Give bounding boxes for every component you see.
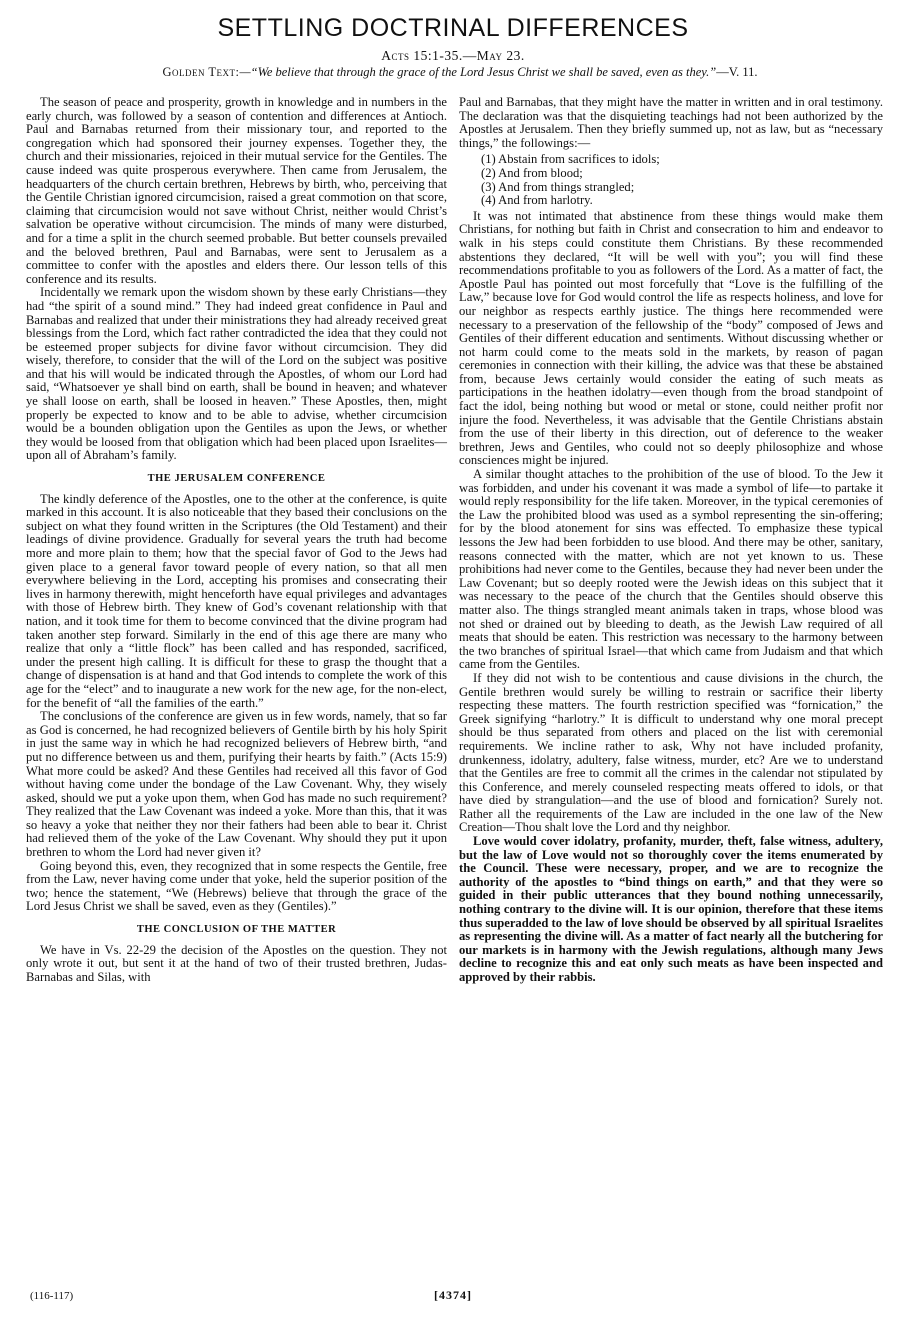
right-column <box>459 96 883 985</box>
paragraph: We have in Vs. 22-29 the decision of the Apostles on the question. They not only wrote it out, but sent it at the hand of two of their trusted brethren, Judas-Barnabas and Silas, with <box>26 942 447 984</box>
paragraph: If they did not wish to be contentious and cause divisions in the church, the Gentile brethren would surely be willing to restrain or sacrifice their liberty respecting these matters. The fourth restriction specified was “fornication,” the Greek signifying “harlotry.” It is difficult to understand why one moral precept should be thus separated from others and placed on the list with ceremonial requirements. We incline rather to ask, Why not have included profanity, drunkenness, idolatry, adultery, false witness, murder, etc? Are we to understand that the Gentiles are free to commit all the crimes in the calendar not stipulated by this Conference, and merely counseled respecting meats offered to idols, or that have died by strangulation—and the use of blood and fornication? Surely not. Rather all the requirements of the Law are included in the one law of the New Creation—Thou shalt love the Lord and thy neighbor. <box>459 670 883 835</box>
golden-text-ref: —V. 11. <box>716 65 758 79</box>
paragraph: Love would cover idolatry, profanity, murder, theft, false witness, adultery, but the law of Love would not so thoroughly cover the items enumerated by the Council. These were necessary, proper, and we are to recognize the authority of the apostles to “bind things on earth,” and that they were so guided in their public utterances that they bound nothing unnecessarily, nothing contrary to the divine will. It is our opinion, therefore that these items thus superadded to the law of love should be observed by all spiritual Israelites as representing the divine will. As a matter of fact nearly all the butchering for our markets is in harmony with the Jewish regulations, although many Jews decline to recognize this and eat only such meats as have been inspected and approved by their rabbis. <box>459 834 883 984</box>
paragraph: Going beyond this, even, they recognized that in some respects the Gentile, free from the Law, never having come under that yoke, held the superior position of the two; hence the statement, “We (Hebrews) believe that through the grace of the Lord Jesus Christ we shall be saved, even as they (Gentiles).” <box>26 858 447 914</box>
golden-text-quote: —“We believe that through the grace of the Lord Jesus Christ we shall be saved, even as they.” <box>239 65 717 79</box>
golden-text-label: Golden Text: <box>162 65 240 79</box>
page-title: SETTLING DOCTRINAL DIFFERENCES <box>217 14 689 42</box>
restrictions-list <box>481 153 883 207</box>
paragraph: The season of peace and prosperity, growth in knowledge and in numbers in the early church, was followed by a season of contention and differences at Antioch. Paul and Barnabas returned from their missionary tour, and reported to the congregation which had sponsored their journey expenses. Together they, the church and their missionaries, rejoiced in their mutual service for the Gentiles. The cause indeed was quite prosperous everywhere. Then came from Jerusalem, the headquarters of the church certain brethren, Hebrews by birth, who, perceiving that the Gentile Christian ignored circumcision, raised a great commotion on that score, claiming that circumcision would not save without Christ, neither would Christ’s salvation be operative without circumcision. The minds of many were disturbed, and for a time a split in the church seemed probable. But better counsels prevailed and the beloved brethren, Paul and Barnabas, were sent to Jerusalem as a committee to confer with the apostles and elders there. Our lesson tells of this conference and its results. <box>26 95 447 286</box>
list-item: (1) Abstain from sacrifices to idols; <box>481 152 660 167</box>
paragraph: Incidentally we remark upon the wisdom shown by these early Christians—they had “the spirit of a sound mind.” They had indeed great confidence in Paul and Barnabas and realized that under their ministrations they had already received great blessings from the Lord, which fact rather contradicted the idea that they could not be esteemed proper subjects for divine favor without circumcision. They did wisely, therefore, to consider that the will of the Lord on the subject was positive and that his will would be indicated through the Apostles, of whom our Lord had said, “Whatsoever ye shall bind on earth, shall be bound in heaven; and whatever ye shall loose on earth, shall be loosed in heaven.” These Apostles, then, might properly be expected to know and to be able to advise, whether circumcision would be a bounden obligation upon the Gentiles as upon the Jews, or whether they would be loosed from that obligation which had been placed upon Israelites—upon all of Abraham’s family. <box>26 285 447 463</box>
list-item: (4) And from harlotry. <box>481 193 593 208</box>
list-item: (2) And from blood; <box>481 165 583 180</box>
section-heading: THE CONCLUSION OF THE MATTER <box>136 924 337 936</box>
page-number: [4374] <box>434 1288 472 1302</box>
scripture-reference: Acts 15:1-35.—May 23. <box>381 48 525 63</box>
paragraph: It was not intimated that abstinence from these things would make them Christians, for nothing but faith in Christ and consecration to him and endeavor to walk in his steps could constitute them Christians. By these recommended abstentions they declared, “It will be well with you”; you will find these recommendations profitable to you as followers of the Lord. As a matter of fact, the Apostle Paul has pointed out most forcefully that “Love is the fulfilling of the Law,” because love for God would control the life as respects holiness, and love for our neighbor as respects earthly justice. The things here recommended were necessary to a preservation of the fellowship of the “body” composed of Jews and Gentiles of their different education and sentiments. Without discussing whether or not harm could come to the meats sold in the markets, by reason of pagan ceremonies in connection with their killing, the advice was that these be abstained from, because Jews certainly would consider the eating of such meats as participations in the heathen idolatry—even though from the broad standpoint of fact the idol, being nothing but wood or metal or stone, could neither profit nor injure the food. Nevertheless, it was advisable that the Gentile Christians abstain from the use of their liberty in this direction, out of deference to the weaker brethren, Jews and Gentiles, who could not so deeply philosophize and whose consciences might be injured. <box>459 208 883 468</box>
golden-text <box>80 65 840 79</box>
left-column <box>26 96 447 984</box>
list-item: (3) And from things strangled; <box>481 179 635 194</box>
paragraph: The kindly deference of the Apostles, one to the other at the conference, is quite marked in this account. It is also noticeable that they based their conclusions on the subject on what they found written in the Scriptures (the Old Testament) and their leadings of divine providence. Gradually for several years the truth had become more and more plain to them; how that the special favor of God to the Jews had given place to a general favor toward people of every nation, so that all men everywhere believing in the Lord, accepting his promises and consecrating their lives in harmony therewith, might henceforth have equal privileges and advantages with those of Hebrew birth. They knew of God’s covenant relationship with that nation, and it took time for them to become convinced that the divine program had taken another step forward. Similarly in the end of this age there are many who realize that only a “little flock” has been called and has responded, sacrificed, under the present high calling. It is difficult for these to grasp the thought that a change of dispensation is at hand and that God intends to complete the work of this age for the “elect” and to inaugurate a new work for the new age, for the non-elect, for the benefit of “all the families of the earth.” <box>26 491 447 710</box>
paragraph: Paul and Barnabas, that they might have the matter in written and in oral testimony. The declaration was that the disquieting teachings had not been authorized by the Apostles at Jerusalem. Then they briefly summed up, not as law, but as “necessary things,” the followings:— <box>459 95 883 150</box>
section-heading: THE JERUSALEM CONFERENCE <box>147 473 326 485</box>
page-range: (116-117) <box>30 1290 74 1302</box>
paragraph: A similar thought attaches to the prohibition of the use of blood. To the Jew it was forbidden, and under his covenant it was made a symbol of life—to partake it would reply responsibility for the life taken. Moreover, in the typical ceremonies of the Law the prohibited blood was used as a symbol representing the sin-offering; for by the blood atonement for sins was effected. To emphasize these typical lessons the Jew had been forbidden to use blood. And there may be other, sanitary, reasons connected with the matter, which are not yet known to us. These prohibitions had never come to the Gentiles, because they had never been under the Law Covenant; but so deeply rooted were the Jewish ideas on this subject that it was necessary to the peace of the church that the Gentiles should observe this matter also. The things strangled meant animals taken in traps, whose blood was not shed or drained out by bleeding to death, as the Jewish Law required of all meats that should be eaten. This restriction was necessary to the harmony between the two branches of spiritual Israel—that which came from Judaism and that which came from the Gentiles. <box>459 467 883 672</box>
paragraph: The conclusions of the conference are given us in few words, namely, that so far as God is concerned, he had recognized believers of Gentile birth by his holy Spirit in just the same way in which he had recognized believers of Hebrew birth, “and put no difference between us and them, purifying their hearts by faith.” (Acts 15:9) What more could be asked? And these Gentiles had received all this favor of God without having come under the bondage of the Law Covenant. Why, they wisely asked, should we put a yoke upon them, when God has made no such requirement? They realized that the Law Covenant was indeed a yoke. More than this, that it was so heavy a yoke that neither they nor their fathers had been able to bear it. Christ had relieved them of the yoke of the Law Covenant. Why should they put it upon brethren to whom the Lord had never given it? <box>26 709 447 860</box>
